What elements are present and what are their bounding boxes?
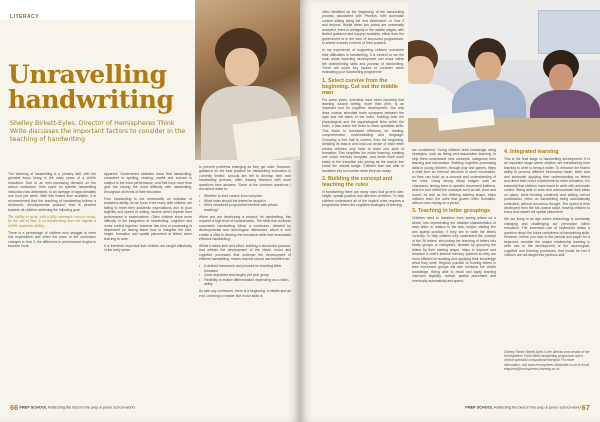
- author-credit: Shelley Parker Birkett-Eyles is the director and creator of the Hemispheres Think Write handwriting programme and a clinical specialist occupational therapist. For more information, visit www.hemispheres-thinkwrite.co.uk or email enquiries@hemispheres-learning.co.uk: [504, 350, 590, 371]
- paragraph: There is a percentage of children who struggle to meet this expectation and when the pace of the curriculum changes in Year 3, the difference in performance begins to become more: [8, 230, 96, 248]
- subheading: 3. Teaching in letter groupings: [412, 208, 491, 215]
- paragraph: In my experience of supporting children overcome their difficulties in handwriting, it is evident to me the main areas impeding development can occur within the underpinning skills and process of handwriting. There are some key factors to consider when evaluating your handwriting programme.: [322, 48, 404, 75]
- list-item: • Clear objectives and targets per year group: [199, 273, 291, 277]
- paragraph: We are living in an age where technology is constantly changing and challenging our perception within education. The increased use of keyboards raises a question about the future usefulness of handwriting skills. However, before you rush to the pencils and paper for a keyboard, consider the unique relationship learning to write has to the development of the neurological, cognitive and learning processes, that would be lost if children are not taught this precious skill.: [504, 217, 590, 258]
- footer-tagline: Reflecting the best in the prep & junior school world: [48, 405, 135, 410]
- paragraph: Whilst it takes time and effort, building a structured protocol, that reflects the development of the visual, motor and cognitive processes that underpin the development of efficient handwriting, means that the school can benefit from:: [199, 244, 291, 262]
- list-item: • Whether to start cursive from reception: [199, 194, 291, 198]
- subheading: 4. Integrated learning: [504, 149, 559, 155]
- benefit-list: [199, 264, 291, 286]
- left-column-1: [8, 172, 96, 397]
- paragraph: are considered. Young children build knowledge using strategies, such as listing and association learning, to help them understand new concepts, categorise their learning and information. Building cognitive processing skills in young children, through play and games, helps a child form an 'internal' structure to store information, so they can build up a concept and understanding of the rules. Using strong visual images such as characters, linking them to specific movement patterns, which in turn reflect the concepts such as tall, short and round, as well as the defining starting shape, helps children learn the rules that govern letter formation, without over-relying on a pencil.: [412, 148, 496, 206]
- magazine-name: PREP SCHOOL: [465, 405, 493, 410]
- footer-tagline: Reflecting the best in the prep & junior school world: [494, 405, 581, 410]
- paragraph: For some years, scientists have been reporting that learning cursive writing, more than print, is an important tool for cognitive development. Not only does cursive stimulate brain synapses between the right and left sides of the brain, building both the physiological and the psychological links within the brain, it also trains the brain to learn specialist skills. This leads to increased efficiency for reading, comprehension, understanding and language. Choosing a font that is cursive, from the beginning, detailing its lead-in and lead-out stroke of each letter means children only have to learn one style of formation. This simplifies the motor learning, creating one motor memory template, and lends itself more easily to the transition into joining as the lead-in line forms the natural bridge. Children then are able to transition into full cursive when they are ready.: [322, 97, 404, 173]
- paragraph: As with any continuum, there is a beginning, a middle and an end. Learning to master fine motor skills is: [199, 289, 291, 298]
- paragraph: In handwriting there are many rules that govern size, height, spatial position and direction of letters. To help children understand all of the implicit rules requires a programme where the cognitive strategies of learning: [322, 189, 404, 208]
- title-line-2: handwriting: [8, 85, 174, 114]
- right-column-1: [322, 10, 404, 398]
- subheading: 2. Building the concept and teaching the rules: [322, 175, 393, 188]
- right-column-3: [504, 148, 590, 348]
- paragraph: This is the final stage of handwriting development. It is an important stage where children are transitioning from learning to write to being a writer. To enhance the brain's ability to process different information faster, letter size and automatic applying their understanding on letters and direct their motor movements for letter formation, it is essential that children have learnt to write with automatic control. Being able to write and communicate their ideas on paper, while thinking creatively and adding correct punctuation, relies on handwriting being automatically controlled, without conscious thought. The speed is then developed from the full cursive script, leaving children to focus and master full spatial placement.: [504, 157, 590, 215]
- right-footer: [465, 403, 590, 412]
- question-list: [199, 194, 291, 212]
- article-title: [8, 62, 173, 112]
- right-column-2: [412, 148, 496, 398]
- paragraph: It is therefore important that children are taught effectively in the early years,: [104, 243, 192, 253]
- paragraph: The teaching of handwriting is a primary skill, with the greatest focus being in the early years of a child's education. Due to an ever-increasing demand on the school curriculum, time spent on specific handwriting instruction has diminished, to an average of approximately one hour per week. With this limited time available, it is recommended that the teaching of handwriting follows a structured, developmental protocol, that is directed towards all children achieving the following goal:: [8, 172, 96, 212]
- title-line-1: Unravelling: [8, 60, 167, 89]
- paragraph: often identified as the 'beginning' of the handwriting process associated with Phonics, with automatic cursive writing being the 'end destination', in Year 2 and beyond. Whilst these two points are universally accepted, there is ambiguity in the middle stages, with limited guidance and support available, either from the government or in the form of structured programmes, to advise schools in terms of 'best practice'.: [322, 10, 404, 46]
- list-item: • What order should the letters be taught in: [199, 199, 291, 203]
- paragraph: to prevent problems emerging as they get older. However, guidance on the best practice for handwriting instruction is currently limited; schools are left to develop their own handwriting protocol, often leaving teachers with more questions than answers. Some of the common questions I am asked relate to:: [199, 165, 291, 192]
- paragraph: Children need to transition from seeing letters as a whole, into representing the detailed characteristics of each letter, in relation to the size, height, starting line and spatial position, if they are to write the letters correctly. To help children fully understand the concept of the 26 letters, structuring the teaching of letters into family groups or categories, dictated by grouping the letters by their starting shape, helps to improve and structure a child's internal memory systems so they are more efficient at recalling and applying their knowledge when they write. Regular practice of forming letters in their movement groups will also reinforce the child's knowledge. Being able to recall and apply learning improves legibility, overall, spatial placement and eventually automaticity and speed.: [412, 216, 496, 283]
- standfirst: Shelley Birkett-Eyles, Director of Hemispheres Think Write discusses the important factors to consider in the teaching of handwriting: [10, 120, 186, 144]
- paragraph: When you are developing a protocol for handwriting, this requires a high level of consideration. The skills that underpin successful handwriting follow a continuum, dictated by developmental and neurological milestones, which in turn enable a child to develop the functional skills that necessitate effective handwriting.: [199, 214, 291, 241]
- left-column-2: [104, 172, 192, 397]
- page-number: 67: [581, 403, 590, 412]
- list-item: • A defined framework and process for teaching letter formation: [199, 264, 291, 273]
- paragraph: Poor handwriting is not necessarily an indicator of academic ability, as we know it but many able children are failing to meet their academic expectations due to poor legibility and speed of writing, factors which impede their performance in examinations. Often children show more difficulty in the integration of handwriting, cognition and motor control together, however this kind of processing is dependent on having learnt how to integrate the size, height, formation and spatial placement of letters when learning to write.: [104, 196, 192, 241]
- list-item: • Will a structured programme interfere with phonic teaching?: [199, 203, 291, 212]
- pull-quote: The ability to write, with a fully automatic cursive script, by the end of Year 2, as handwriting does not impede a child's academic ability.: [8, 214, 96, 228]
- list-item: • Flexibility to enable differentiation depending on a child's ability: [199, 278, 291, 287]
- page-number: 66: [10, 403, 19, 412]
- subheading: 1. Select cursive from the beginning. Cut out the middle man: [322, 77, 399, 96]
- left-column-3: [199, 165, 291, 397]
- left-footer: [10, 403, 135, 412]
- classroom-photo: [408, 0, 600, 142]
- child-writing-photo: [195, 0, 300, 160]
- category-label: LITERACY: [10, 14, 39, 20]
- magazine-name: PREP SCHOOL: [19, 405, 47, 410]
- paragraph: apparent. Government statistics show that handwriting, compared to spelling, reading, maths and science is subject to the most performance, and that boys more than girls are having the most difficulty with handwriting, throughout all levels of their education.: [104, 172, 192, 194]
